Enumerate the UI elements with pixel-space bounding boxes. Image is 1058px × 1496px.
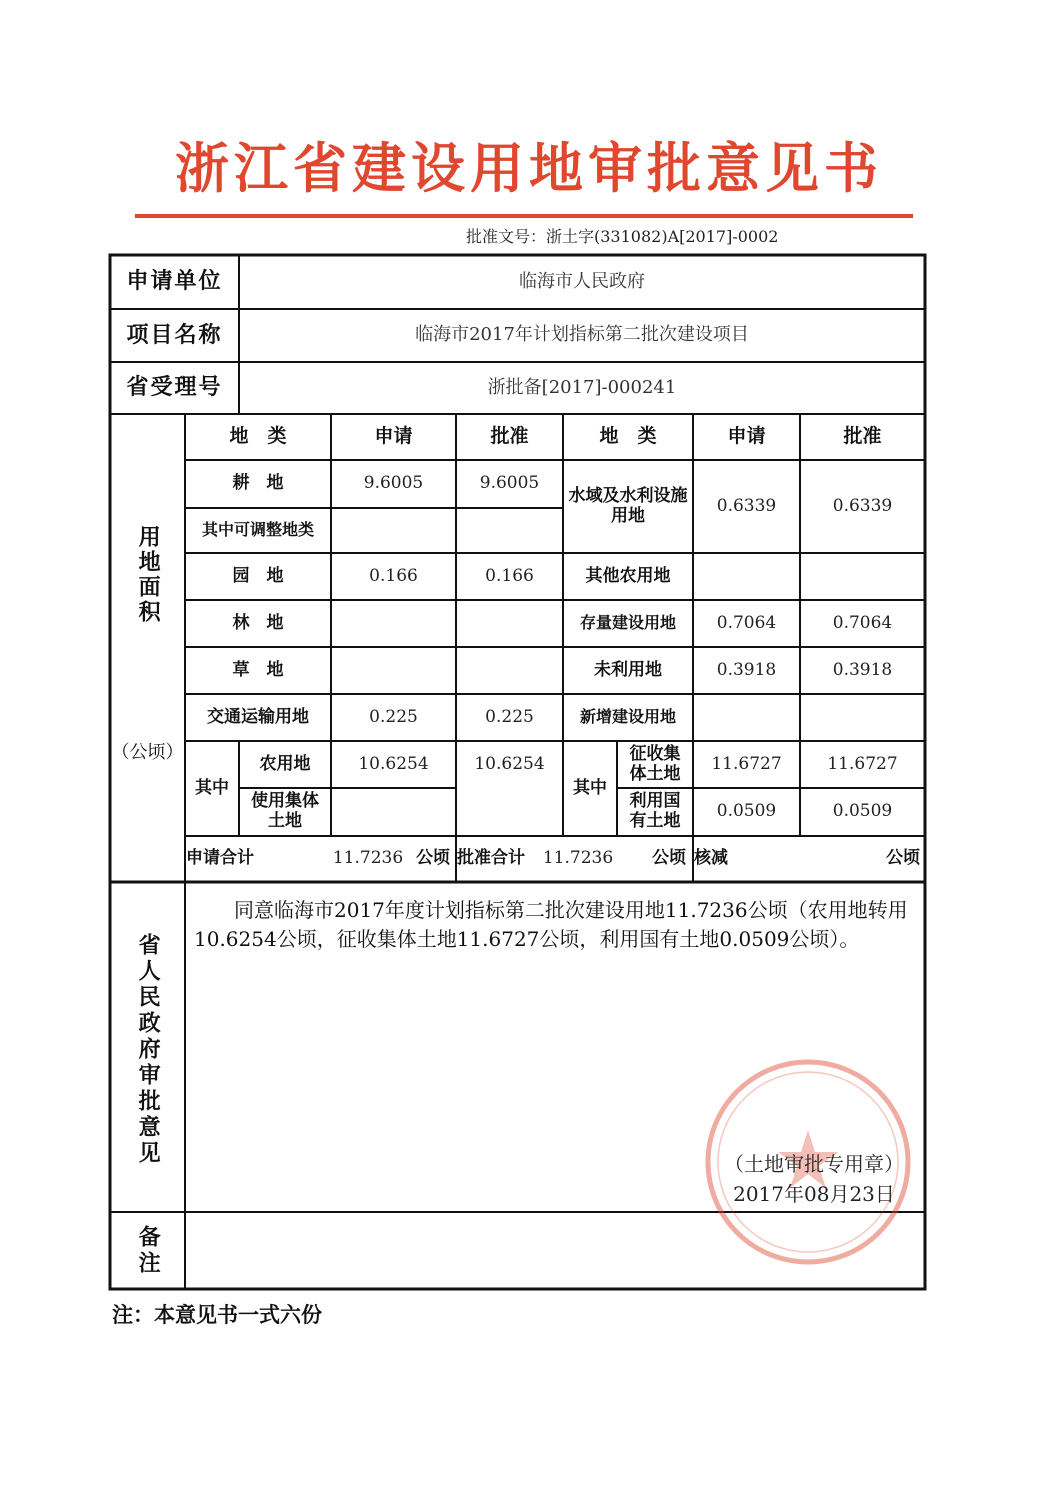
- col-header-approve: 批准: [490, 425, 529, 448]
- row-approve-grassland: [456, 647, 563, 694]
- row-apply-grassland: [331, 647, 456, 694]
- applicant-value: 临海市人民政府: [519, 270, 645, 292]
- row-label-grassland: 草 地: [232, 659, 284, 680]
- sub-apply-collective-expropriation: 11.6727: [711, 753, 782, 774]
- row-approve-water: 0.6339: [832, 495, 893, 516]
- sub-apply-collective-use: [331, 788, 456, 836]
- row-label-transport: 交通运输用地: [207, 706, 309, 727]
- acceptance-no-value: 浙批备[2017]-000241: [487, 376, 677, 398]
- row-label-new-construction: 新增建设用地: [579, 707, 676, 727]
- reduce-label: 核减: [694, 848, 728, 869]
- apply-total-label: 申请合计: [186, 848, 254, 869]
- row-approve-cultivated: 9.6005: [479, 473, 540, 494]
- row-approve-garden: 0.166: [485, 565, 534, 586]
- row-approve-forest: [456, 600, 563, 647]
- row-label-adjustable: 其中可调整地类: [201, 520, 314, 540]
- opinion-text: 同意临海市2017年度计划指标第二批次建设用地11.7236公顷（农用地转用10.6254公顷，征收集体土地11.6727公顷，利用国有土地0.0509公顷）。: [194, 898, 908, 951]
- col-header-land-type-2: 地 类: [599, 425, 657, 448]
- approval-date: 2017年08月23日: [733, 1182, 895, 1206]
- sub-apply-state-owned: 0.0509: [716, 801, 777, 822]
- sub-approve-collective-expropriation: 11.6727: [827, 753, 898, 774]
- row-label-other-agri: 其他农用地: [585, 565, 671, 586]
- row-apply-forest: [331, 600, 456, 647]
- row-apply-other-agri: [693, 553, 800, 600]
- row-label-cultivated: 耕 地: [232, 473, 284, 494]
- seal-label: （土地审批专用章）: [724, 1152, 904, 1176]
- approve-total-label: 批准合计: [457, 848, 525, 869]
- sub-apply-agricultural: 10.6254: [358, 753, 429, 774]
- approve-total-value: 11.7236: [542, 848, 614, 869]
- sub-label-state-owned: 利用国有土地: [629, 791, 681, 831]
- reduce-unit: 公顷: [886, 848, 920, 869]
- footnote: 注：本意见书一式六份: [112, 1303, 322, 1327]
- acceptance-no-label: 省受理号: [126, 375, 223, 401]
- row-label-existing-construction: 存量建设用地: [579, 613, 676, 633]
- col-header-approve-2: 批准: [843, 425, 882, 448]
- project-name-value: 临海市2017年计划指标第二批次建设项目: [415, 324, 749, 346]
- row-apply-cultivated: 9.6005: [363, 473, 424, 494]
- remarks-side-label: 备注: [135, 1224, 161, 1277]
- sub-approve-agricultural: 10.6254: [474, 753, 545, 774]
- col-header-land-type: 地 类: [229, 425, 287, 448]
- sub-approve-collective-use: [456, 788, 563, 836]
- row-apply-unused: 0.3918: [716, 659, 777, 680]
- apply-total-value: 11.7236: [332, 848, 404, 869]
- row-apply-water: 0.6339: [716, 495, 777, 516]
- row-label-forest: 林 地: [232, 612, 284, 633]
- left-sub-group-label: 其中: [195, 777, 229, 798]
- row-approve-adjustable: [456, 508, 563, 553]
- col-header-apply-2: 申请: [727, 425, 766, 448]
- sub-label-agricultural: 农用地: [259, 753, 311, 774]
- col-header-apply: 申请: [374, 425, 413, 448]
- row-approve-other-agri: [800, 553, 925, 600]
- approve-total-unit: 公顷: [652, 848, 686, 869]
- row-approve-existing-construction: 0.7064: [832, 612, 893, 633]
- row-apply-transport: 0.225: [369, 706, 418, 727]
- right-sub-group-label: 其中: [573, 777, 607, 798]
- approval-number: 批准文号：浙土字(331082)A[2017]-0002: [466, 227, 779, 246]
- applicant-label: 申请单位: [126, 269, 223, 295]
- sub-approve-state-owned: 0.0509: [832, 801, 893, 822]
- row-apply-new-construction: [693, 694, 800, 741]
- sub-label-collective-use: 使用集体土地: [251, 791, 319, 831]
- row-approve-transport: 0.225: [485, 706, 534, 727]
- project-name-label: 项目名称: [126, 322, 223, 348]
- row-label-garden: 园 地: [232, 565, 284, 586]
- row-label-water: 水域及水利设施用地: [568, 485, 688, 526]
- row-approve-unused: 0.3918: [832, 659, 893, 680]
- row-approve-new-construction: [800, 694, 925, 741]
- opinion-side-label: 省人民政府审批意见: [135, 933, 161, 1167]
- apply-total-unit: 公顷: [416, 848, 450, 869]
- row-apply-garden: 0.166: [369, 565, 418, 586]
- land-area-unit-label: （公顷）: [111, 741, 184, 763]
- remarks-value: [185, 1212, 925, 1289]
- document-title: 浙江省建设用地审批意见书: [175, 136, 883, 200]
- sub-label-collective-expropriation: 征收集体土地: [629, 743, 681, 784]
- row-label-unused: 未利用地: [594, 659, 662, 680]
- land-area-side-label: 用地面积: [135, 525, 161, 625]
- row-apply-adjustable: [331, 508, 456, 553]
- title-underline: [135, 214, 913, 218]
- row-apply-existing-construction: 0.7064: [716, 612, 777, 633]
